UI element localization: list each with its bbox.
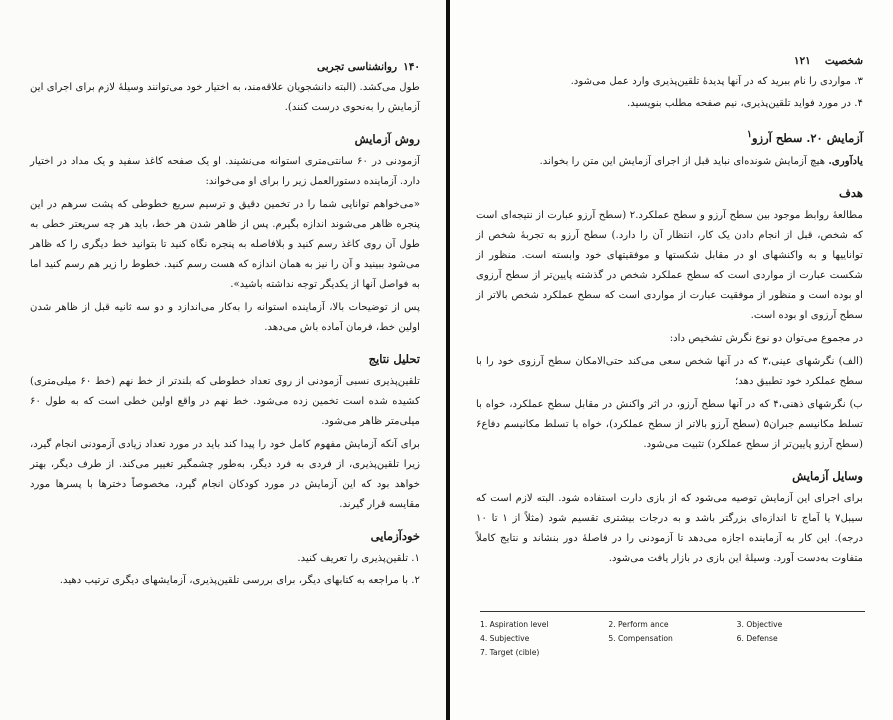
- right-page: [450, 0, 893, 720]
- reminder-paragraph: [476, 151, 863, 172]
- right-page-running-title: شخصیت: [824, 55, 863, 67]
- continued-question-list: [476, 72, 863, 114]
- method-paragraph-2: پس از توضیحات بالا، آزماینده استوانه را به‌کار می‌اندازد و دو سه ثانیه قبل از ظاهر شدن اولین خط، فرمان آماده باش می‌دهد.: [30, 302, 420, 333]
- footnote-1: 1. Aspiration level: [480, 620, 549, 629]
- footnote-3: 3. Objective: [736, 620, 783, 629]
- tools-heading: وسایل آزمایش: [792, 468, 863, 483]
- footnote-2: 2. Perform ance: [608, 620, 669, 629]
- goal-paragraph-4: ب) نگرشهای ذهنی،۴ که در آنها سطح آرزو، در اثر واکنش در مقابل سطح عملکرد، خواه با تسلط مکانیسم جبران۵ (سطح آرزو بالاتر از سطح عملکرد)، خواه با تسلط مکانیسم دفاع۶ (سطح آرزو پایین‌تر از سطح عملکرد) تثبیت می‌شود.: [476, 398, 864, 450]
- footnote-row: [480, 646, 865, 660]
- footnote-row: [480, 618, 865, 632]
- goal-paragraph-2: در مجموع می‌توان دو نوع نگرش تشخیص داد:: [669, 332, 863, 344]
- goal-heading: هدف: [838, 185, 863, 200]
- analysis-paragraph-1: تلقین‌پذیری نسبی آزمودنی از روی تعداد خطوطی که بلندتر از خط نهم (خط ۶۰ میلی‌متری) کشیده شده است تخمین زده می‌شود. خط نهم در واقع اولین خطی است که به طول ۶۰ میلی‌متر ظاهر می‌شود.: [30, 376, 421, 427]
- question-item-3: ۳. مواردی را نام ببرید که در آنها پدیدهٔ تلقین‌پذیری وارد عمل می‌شود.: [570, 76, 863, 87]
- analysis-heading: تحلیل نتایج: [368, 352, 420, 366]
- experiment-title: آزمایش ۲۰. سطح آرزو: [752, 130, 863, 145]
- tools-paragraph: برای اجرای این آزمایش توصیه می‌شود که از بازی دارت استفاده شود. البته لازم است که سیبل۷ یا آماج تا اندازه‌ای بزرگتر باشد و به درجات بیشتری تقسیم شود (مثلاً از ۱ تا ۱۰ درجه). این کار به آزماینده اجازه می‌دهد تا آزمودنی را در فاصلهٔ دور بنشاند و نتایج کاملاً متفاوت به‌دست آورد. وسیلهٔ این بازی در بازار یافت می‌شود.: [476, 492, 863, 564]
- self-test-list: [30, 549, 420, 591]
- right-page-header: [476, 50, 863, 72]
- footnote-4: 4. Subjective: [480, 634, 530, 643]
- left-page-header: [30, 56, 420, 78]
- goal-paragraph-1: مطالعهٔ روابط موجود بین سطح آرزو و سطح عملکرد.۲ (سطح آرزو عبارت از نتیجه‌ای است که شخص، قبل از انجام دادن یک کار، انتظار آن را دارد.) سطح آرزو به تجربهٔ شخص از تواناییها و به واکنشهای او در مقابل شکستها و موفقیتهای خود وابسته است. منظور از شکست عبارت از مواردی است که سطح عملکرد شخص در گذشته پایین‌تر از سطح آرزوی او بوده است و منظور از موفقیت عبارت از مواردی است که سطح عملکرد شخص بالاتر از سطح آرزوی او بوده است.: [476, 209, 863, 321]
- reminder-text: هیچ آزمایش شونده‌ای نباید قبل از اجرای آزمایش این متن را بخواند.: [539, 155, 829, 167]
- left-page: [0, 0, 446, 720]
- left-intro-paragraph: طول می‌کشد. (البته دانشجویان علاقه‌مند، به اختیار خود می‌توانند وسیلهٔ لازم برای اجرای این آزمایش را به‌نحوی درست کنند).: [30, 82, 420, 113]
- footnote-6: 6. Defense: [736, 634, 778, 643]
- self-test-item-2: ۲. با مراجعه به کتابهای دیگر، برای بررسی تلقین‌پذیری، آزمایشهای دیگری ترتیب دهید.: [59, 575, 420, 586]
- method-paragraph-1: آزمودنی در ۶۰ سانتی‌متری استوانه می‌نشیند. او یک صفحه کاغذ سفید و یک مداد در اختیار دارد. آزماینده دستورالعمل زیر را برای او می‌خواند:: [30, 156, 420, 187]
- footnote-row: [480, 632, 865, 646]
- right-page-number: ۱۲۱: [793, 55, 811, 67]
- left-page-number: ۱۴۰: [403, 61, 420, 73]
- footnote-5: 5. Compensation: [608, 634, 673, 643]
- self-test-heading: خودآزمایی: [370, 529, 420, 543]
- self-test-item-1: ۱. تلقین‌پذیری را تعریف کنید.: [297, 553, 420, 564]
- footnote-7: 7. Target (cible): [480, 648, 540, 657]
- reminder-label: یادآوری.: [828, 154, 863, 167]
- instruction-quote: «می‌خواهم توانایی شما را در تخمین دقیق و ترسیم سریع خطوطی که پشت سرهم در این پنجره ظاهر می‌شوند اندازه بگیرم. پس از ظاهر شدن هر خط، باید هر چه سریعتر خطی به طول آن روی کاغذ رسم کنید و بلافاصله به پنجره نگاه کنید تا بتوانید خط دیگری را که ظاهر می‌شود ببینید و آن را نیز به همان اندازه که هست رسم کنید. خطوط را زیر هم رسم کنید اما به فواصل آنها از یکدیگر توجه نداشته باشید».: [30, 199, 420, 290]
- method-heading: روش آزمایش: [354, 132, 420, 146]
- question-item-4: ۴. در مورد فواید تلقین‌پذیری، نیم صفحه مطلب بنویسید.: [627, 98, 863, 109]
- analysis-paragraph-2: برای آنکه آزمایش مفهوم کامل خود را پیدا کند باید در مورد تعداد زیادی آزمودنی انجام گیرد، زیرا تلقین‌پذیری، از فردی به فرد دیگر، به‌طور چشمگیر تغییر می‌کند. از طرف دیگر، بهتر خواهد بود که این آزمایش در مورد کودکان انجام گیرد، مخصوصاً دخترها با پسرها مورد مقایسه قرار گیرند.: [30, 439, 420, 510]
- footnotes: [480, 611, 865, 660]
- experiment-footnote-ref: ۱: [746, 129, 752, 140]
- goal-paragraph-3: (الف) نگرشهای عینی،۳ که در آنها شخص سعی می‌کند حتی‌الامکان سطح آرزوی خود را با سطح عملکرد خود تطبیق دهد؛: [476, 355, 863, 387]
- left-page-running-title: روانشناسی تجربی: [316, 61, 398, 73]
- experiment-heading: [476, 126, 863, 147]
